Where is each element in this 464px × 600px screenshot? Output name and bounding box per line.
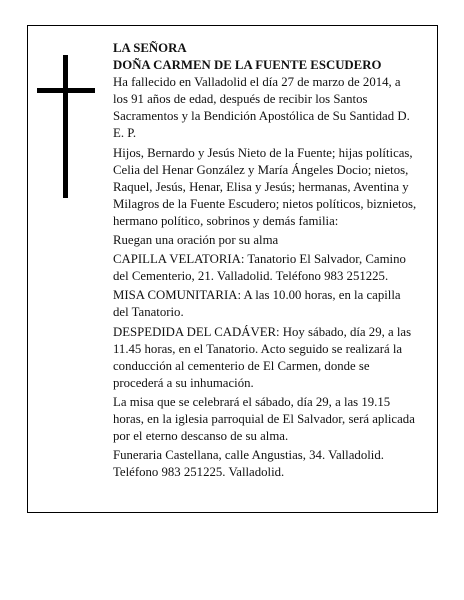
community-mass-paragraph: MISA COMUNITARIA: A las 10.00 horas, en la capilla del Tanatorio. [113,288,401,320]
deceased-name: DOÑA CARMEN DE LA FUENTE ESCUDERO [113,58,382,73]
notice-heading: LA SEÑORA [113,41,187,55]
notice-text [113,40,418,481]
mass-paragraph: La misa que se celebrará el sábado, día 29, a las 19.15 horas, en la iglesia parroquial de El Salvador, será aplicada por el eterno descanso de su alma. [113,394,415,444]
chapel-paragraph: CAPILLA VELATORIA: Tanatorio El Salvador, Camino del Cementerio, 21. Valladolid. Teléfono 983 251225. [113,252,406,284]
cross-vertical-bar [63,55,68,198]
prayer-line: Ruegan una oración por su alma [113,233,279,248]
cross-horizontal-bar [37,88,95,93]
family-paragraph: Hijos, Bernardo y Jesús Nieto de la Fuente; hijas políticas, Celia del Henar González y María Ángeles Docio; nietos, Raquel, Jesús, Henar, Elisa y Jesús; hermanas, Aventina y Milagros de la Fuente Escudero; nietos políticos, biznietos, hermano político, sobrinos y demás familia: [113,145,417,228]
cross-icon [37,55,95,198]
death-paragraph: Ha fallecido en Valladolid el día 27 de marzo de 2014, a los 91 años de edad, después de recibir los Santos Sacramentos y la Bendición Apostólica de Su Santidad D. E. P. [113,75,410,141]
funeral-home-paragraph: Funeraria Castellana, calle Angustias, 34. Valladolid. Teléfono 983 251225. Valladolid. [113,448,384,480]
farewell-paragraph: DESPEDIDA DEL CADÁVER: Hoy sábado, día 29, a las 11.45 horas, en el Tanatorio. Acto seguido se realizará la conducción al cementerio de El Carmen, donde se procederá a su inhumación. [113,324,412,390]
